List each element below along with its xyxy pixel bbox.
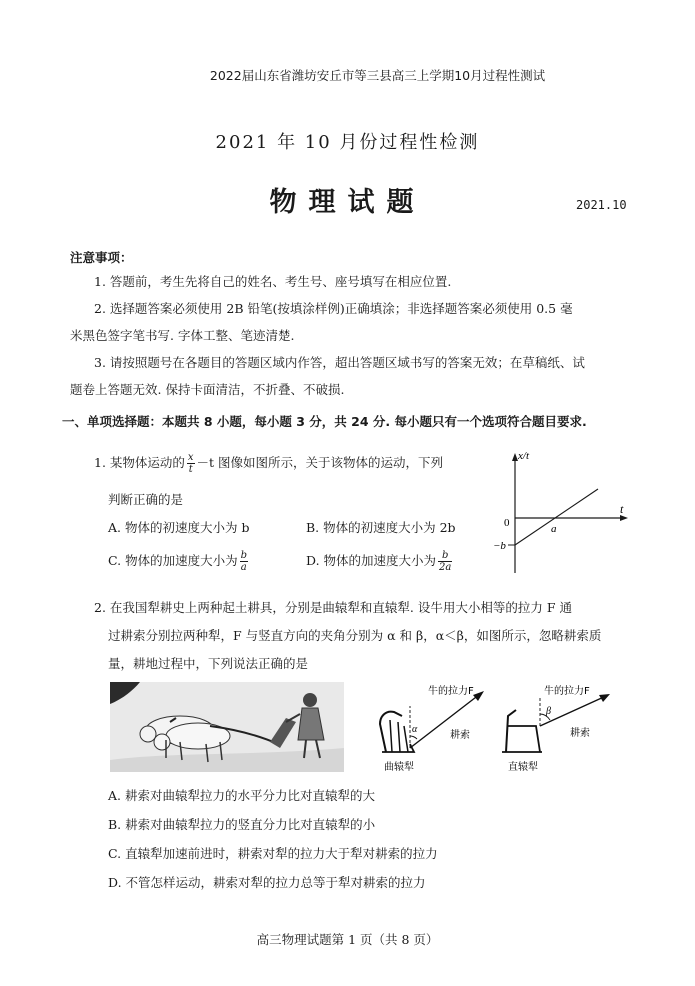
- q1-option-c-text: C. 物体的加速度大小为: [108, 553, 238, 568]
- notice-item-3-line1: 3. 请按照题号在各题目的答题区域内作答，超出答题区域书写的答案无效；在草稿纸、试: [94, 355, 585, 370]
- q1-option-d-num: b: [438, 550, 452, 562]
- q1-graph-b-label: −b: [493, 540, 506, 552]
- exam-title: 2021 年 10 月份过程性检测: [215, 132, 480, 153]
- q2-option-d: D. 不管怎样运动，耕索对犁的拉力总等于犁对耕索的拉力: [108, 875, 426, 890]
- notice-item-3-line2: 题卷上答题无效. 保持卡面清洁，不折叠、不破损.: [70, 382, 345, 397]
- curved-plough-base: [382, 744, 414, 752]
- q2-stem-line1: 2. 在我国犁耕史上两种起土耕具，分别是曲辕犁和直辕犁. 设牛用大小相等的拉力 F 通: [94, 600, 572, 615]
- q1-graph-a-label: a: [551, 523, 557, 535]
- curved-plough-rope-label: 耕索: [450, 730, 470, 741]
- q1-frac-den: t: [188, 464, 193, 475]
- q1-stem-line2: 判断正确的是: [108, 492, 184, 507]
- q1-option-d: [306, 550, 454, 573]
- curved-plough-angle-label: α: [412, 724, 418, 735]
- notice-item-1: 1. 答题前，考生先将自己的姓名、考生号、座号填写在相应位置.: [94, 274, 452, 289]
- ox-head-2: [154, 734, 170, 750]
- curved-plough-force-label: 牛的拉力F: [428, 686, 474, 697]
- exam-date: 2021.10: [576, 198, 627, 212]
- q1-graph-line: [515, 489, 598, 545]
- section-heading: 一、单项选择题：本题共 8 小题，每小题 3 分，共 24 分. 每小题只有一个选项符合题目要求.: [62, 414, 587, 429]
- straight-plough-handle: [506, 710, 516, 752]
- q1-option-a: A. 物体的初速度大小为 b: [108, 520, 250, 535]
- q1-option-c: [108, 550, 250, 573]
- q1-option-d-text: D. 物体的加速度大小为: [306, 553, 437, 568]
- q1-option-c-den: a: [240, 562, 247, 573]
- q2-option-b: B. 耕索对曲辕犁拉力的竖直分力比对直辕犁的小: [108, 817, 376, 832]
- q2-stem-line2: 过耕索分别拉两种犁，F 与竖直方向的夹角分别为 α 和 β，α＜β，如图所示，忽略耕索质: [108, 628, 602, 643]
- q1-stem: [94, 452, 443, 475]
- ploughing-illustration: [110, 682, 344, 772]
- q1-option-d-fraction: [438, 550, 452, 573]
- straight-plough-frame: [508, 726, 540, 752]
- q1-frac-num: x: [187, 452, 194, 463]
- q1-graph: [490, 445, 640, 580]
- notice-item-2-line1: 2. 选择题答案必须使用 2B 铅笔(按填涂样例)正确填涂；非选择题答案必须使用 0.5 毫: [94, 301, 573, 316]
- q2-stem-line3: 量，耕地过程中，下列说法正确的是: [108, 656, 309, 671]
- subject-title: 物理试题: [269, 187, 426, 218]
- ox-head-1: [140, 726, 156, 742]
- q1-option-c-fraction: [240, 550, 248, 573]
- straight-plough-diagram: [496, 680, 626, 774]
- q2-option-c: C. 直辕犁加速前进时，耕索对犁的拉力大于犁对耕索的拉力: [108, 846, 438, 861]
- page-footer: 高三物理试题第 1 页（共 8 页）: [256, 932, 439, 947]
- straight-plough-rope-label: 耕索: [570, 728, 590, 739]
- source-header: 2022届山东省潍坊安丘市等三县高三上学期10月过程性测试: [209, 68, 546, 83]
- q1-graph-origin: 0: [504, 517, 510, 529]
- q1-stem-post: －t 图像如图所示，关于该物体的运动，下列: [196, 455, 444, 470]
- curved-plough-arrowhead: [473, 691, 484, 701]
- q1-stem-pre: 1. 某物体运动的: [94, 455, 185, 470]
- straight-plough-angle-label: β: [546, 706, 551, 717]
- curved-plough-diagram: [372, 680, 502, 774]
- farmer-head: [303, 693, 317, 707]
- notice-item-2-line2: 米黑色签字笔书写. 字体工整、笔迹清楚.: [70, 328, 295, 343]
- notice-list: [70, 268, 626, 403]
- curved-plough-name: 曲辕犁: [384, 762, 414, 773]
- straight-plough-force-label: 牛的拉力F: [544, 686, 590, 697]
- q1-fraction: [187, 452, 195, 475]
- q1-option-c-num: b: [240, 550, 247, 561]
- q1-option-d-den: 2a: [439, 562, 452, 573]
- curved-plough-angle-arc: [410, 736, 417, 739]
- straight-plough-name: 直辕犁: [508, 762, 538, 773]
- q2-option-a: A. 耕索对曲辕犁拉力的水平分力比对直辕犁的大: [108, 788, 375, 803]
- q1-graph-y-label: x/t: [518, 450, 529, 462]
- curved-plough-frame: [390, 720, 408, 752]
- notice-heading: 注意事项：: [70, 250, 133, 265]
- q1-option-b: B. 物体的初速度大小为 2b: [306, 520, 456, 535]
- q1-graph-x-label: t: [620, 502, 624, 516]
